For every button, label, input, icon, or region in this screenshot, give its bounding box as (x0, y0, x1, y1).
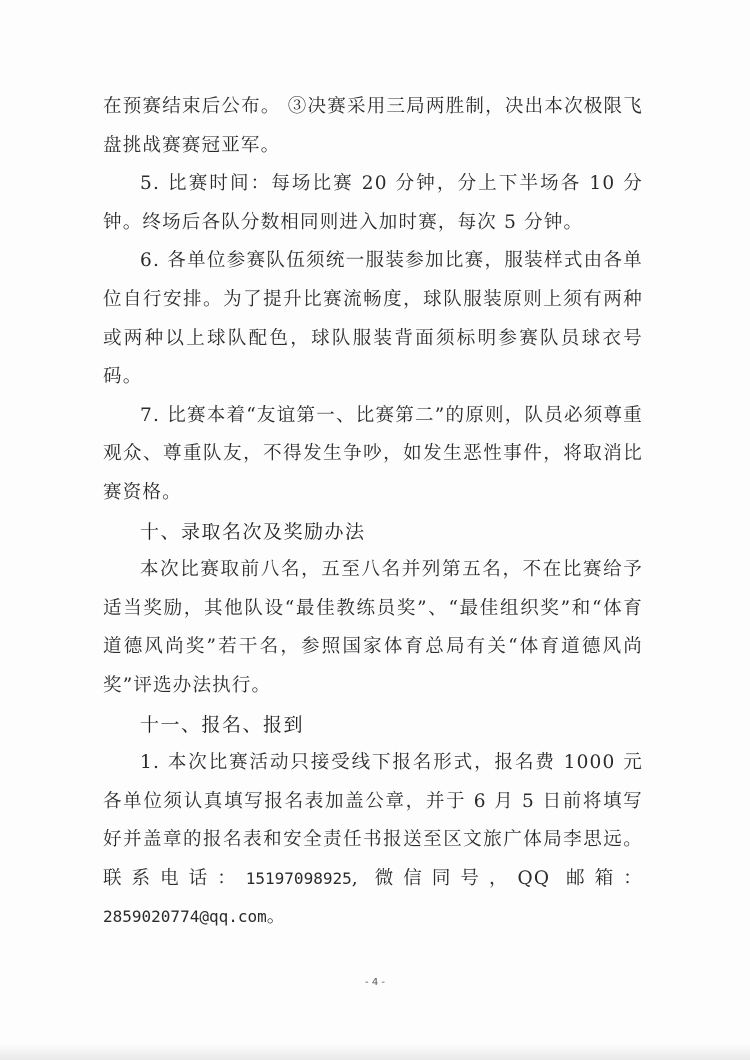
section-heading-registration: 十一、报名、报到 (140, 713, 305, 736)
registration-text-mid: , 微信同号，QQ 邮箱： (351, 867, 643, 889)
paragraph-final-format: 在预赛结束后公布。 ③决赛采用三局两胜制，决出本次极限飞盘挑战赛赛冠亚军。 (103, 96, 643, 156)
contact-phone: 15197098925 (245, 868, 352, 888)
registration-text: 1. 本次比赛活动只接受线下报名形式，报名费 1000 元各单位须认真填写报名表加盖公章，并于 6 月 5 日前将填写好并盖章的报名表和安全责任书报送至区文旅广体局李思远。联系电话： (103, 752, 643, 889)
paragraph-match-time: 5. 比赛时间：每场比赛 20 分钟，分上下半场各 10 分钟。终场后各队分数相同则进入加时赛，每次 5 分钟。 (103, 173, 643, 233)
paragraph-registration (103, 744, 643, 937)
contact-email: 2859020774@qq.com (103, 907, 267, 927)
page-bottom-edge (0, 1042, 750, 1060)
paragraph-conduct: 7. 比赛本着“友谊第一、比赛第二”的原则，队员必须尊重观众、尊重队友，不得发生争吵，如发生恶性事件，将取消比赛资格。 (103, 404, 643, 503)
paragraph-uniform: 6. 各单位参赛队伍须统一服装参加比赛，服装样式由各单位自行安排。为了提升比赛流畅度，球队服装原则上须有两种或两种以上球队配色，球队服装背面须标明参赛队员球衣号码。 (103, 250, 643, 388)
paragraph-awards: 本次比赛取前八名，五至八名并列第五名，不在比赛给予适当奖励，其他队设“最佳教练员奖”、“最佳组织奖”和“体育道德风尚奖”若干名，参照国家体育总局有关“体育道德风尚奖”评选办法执行。 (103, 559, 643, 696)
registration-text-end: 。 (266, 906, 287, 928)
document-body (103, 88, 643, 937)
page-number: - 4 - (365, 977, 385, 988)
section-heading-awards: 十、录取名次及奖励办法 (140, 520, 366, 543)
